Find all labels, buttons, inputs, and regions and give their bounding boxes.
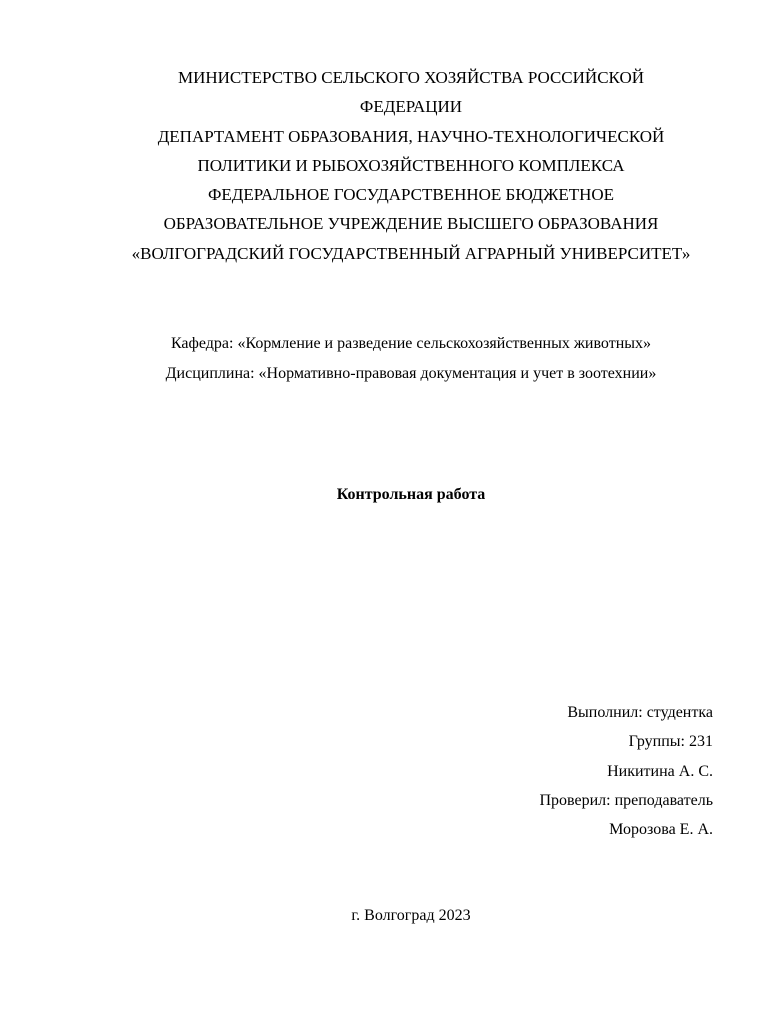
discipline-line: Дисциплина: «Нормативно-правовая документация и учет в зоотехнии»	[165, 365, 657, 382]
author-line: Проверил: преподаватель	[539, 791, 713, 809]
department-line: Кафедра: «Кормление и разведение сельскохозяйственных животных»	[170, 335, 652, 352]
ministry-header	[90, 63, 732, 268]
author-block	[400, 698, 713, 844]
header-line: ПОЛИТИКИ И РЫБОХОЗЯЙСТВЕННОГО КОМПЛЕКСА	[197, 155, 625, 175]
header-line: ОБРАЗОВАТЕЛЬНОЕ УЧРЕЖДЕНИЕ ВЫСШЕГО ОБРАЗОВАНИЯ	[163, 214, 659, 234]
author-line: Группы: 231	[628, 733, 713, 751]
header-line: МИНИСТЕРСТВО СЕЛЬСКОГО ХОЗЯЙСТВА РОССИЙСКОЙ	[177, 68, 644, 87]
header-line: «ВОЛГОГРАДСКИЙ ГОСУДАРСТВЕННЫЙ АГРАРНЫЙ УНИВЕРСИТЕТ»	[131, 243, 691, 263]
author-line: Выполнил: студентка	[567, 704, 713, 721]
department-block	[90, 329, 732, 389]
header-line: ФЕДЕРАЛЬНОЕ ГОСУДАРСТВЕННОЕ БЮДЖЕТНОЕ	[207, 185, 615, 205]
author-line: Никитина А. С.	[607, 762, 713, 780]
work-title: Контрольная работа	[336, 486, 486, 503]
city-year: г. Волгоград 2023	[351, 907, 471, 924]
header-line: ДЕПАРТАМЕНТ ОБРАЗОВАНИЯ, НАУЧНО-ТЕХНОЛОГИЧЕСКОЙ	[157, 126, 665, 146]
author-line: Морозова Е. А.	[609, 821, 713, 839]
header-line: ФЕДЕРАЦИИ	[359, 97, 463, 117]
